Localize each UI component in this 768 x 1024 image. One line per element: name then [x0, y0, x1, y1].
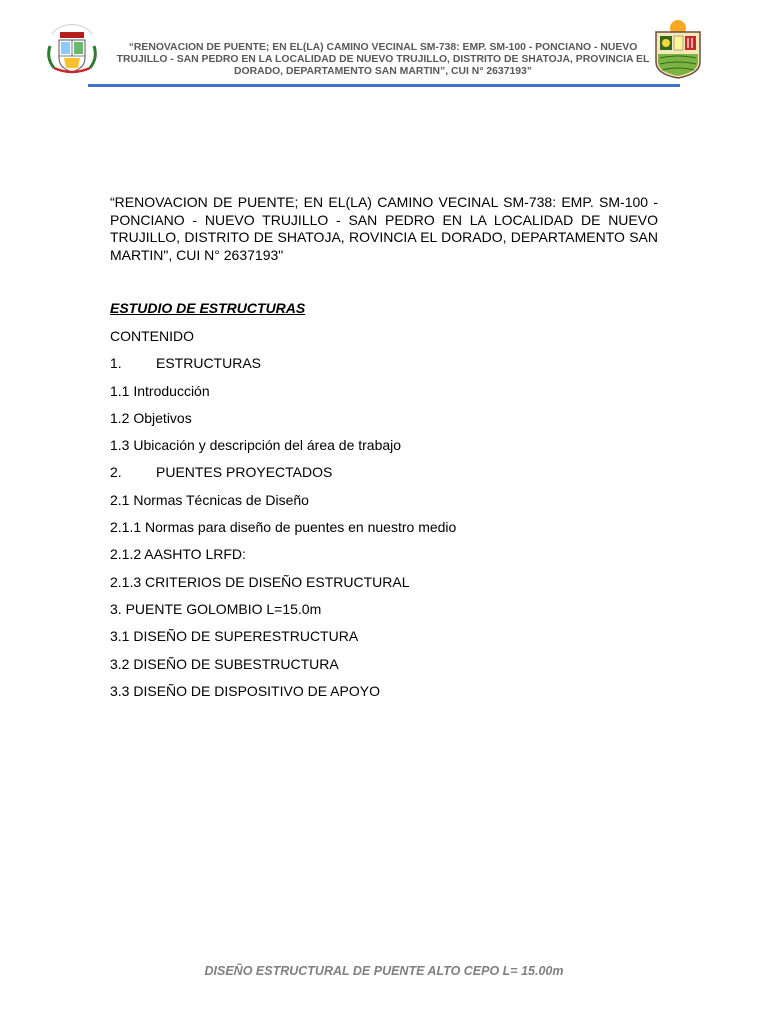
- page-footer: DISEÑO ESTRUCTURAL DE PUENTE ALTO CEPO L= 15.00m: [204, 964, 564, 978]
- toc-item-text: 2.1.2 AASHTO LRFD:: [110, 546, 246, 563]
- toc-item: [110, 627, 658, 654]
- toc-item: [110, 327, 658, 354]
- toc-item: [110, 518, 658, 545]
- section-heading: ESTUDIO DE ESTRUCTURAS: [110, 300, 306, 316]
- toc-item: [110, 409, 658, 436]
- toc-item-text: 3. PUENTE GOLOMBIO L=15.0m: [110, 600, 322, 617]
- toc-item-text: 3.1 DISEÑO DE SUPERESTRUCTURA: [110, 628, 359, 645]
- toc-item: [110, 545, 658, 572]
- toc-item: [110, 682, 658, 709]
- toc-item-number: 1.: [110, 355, 122, 372]
- toc-item: [110, 655, 658, 682]
- toc-item: [110, 463, 658, 490]
- toc-item: [110, 382, 658, 409]
- project-title: “RENOVACION DE PUENTE; EN EL(LA) CAMINO VECINAL SM-738: EMP. SM-100 - PONCIANO - NUEVO TRUJILLO - SAN PEDRO EN LA LOCALIDAD DE NUEVO TRUJILLO, DISTRITO DE SHATOJA, ROVINCIA EL DORADO, DEPARTAMENTO SAN MARTIN", CUI N° 2637193": [110, 194, 658, 263]
- toc-item: [110, 491, 658, 518]
- toc-item: [110, 573, 658, 600]
- toc-item-text: ESTRUCTURAS: [156, 355, 262, 372]
- toc-item-text: 1.1 Introducción: [110, 382, 210, 399]
- toc-item-text: 3.2 DISEÑO DE SUBESTRUCTURA: [110, 655, 339, 672]
- toc-item: [110, 436, 658, 463]
- header-rule: [88, 84, 680, 87]
- peru-coat-of-arms-icon: [44, 24, 100, 76]
- table-of-contents: [110, 327, 658, 709]
- toc-item-text: 1.3 Ubicación y descripción del área de trabajo: [110, 437, 402, 454]
- toc-item-text: 2.1 Normas Técnicas de Diseño: [110, 491, 309, 508]
- toc-item: [110, 354, 658, 381]
- toc-item-text: CONTENIDO: [110, 328, 194, 344]
- toc-item-text: 2.1.1 Normas para diseño de puentes en nuestro medio: [110, 519, 457, 536]
- toc-item-text: PUENTES PROYECTADOS: [156, 464, 333, 481]
- toc-item-number: 2.: [110, 464, 122, 481]
- toc-item-text: 1.2 Objetivos: [110, 409, 192, 426]
- toc-item: [110, 600, 658, 627]
- header-title: “RENOVACION DE PUENTE; EN EL(LA) CAMINO VECINAL SM-738: EMP. SM-100 - PONCIANO - NUEVO TRUJILLO - SAN PEDRO EN LA LOCALIDAD DE NUEVO TRUJILLO, DISTRITO DE SHATOJA, PROVINCIA EL DORADO, DEPARTAMENTO SAN MARTIN”, CUI N° 2637193”: [116, 42, 650, 77]
- municipal-shield-icon: [652, 18, 704, 80]
- toc-item-text: 2.1.3 CRITERIOS DE DISEÑO ESTRUCTURAL: [110, 573, 410, 590]
- toc-item-text: 3.3 DISEÑO DE DISPOSITIVO DE APOYO: [110, 682, 380, 699]
- page-header: [0, 0, 768, 90]
